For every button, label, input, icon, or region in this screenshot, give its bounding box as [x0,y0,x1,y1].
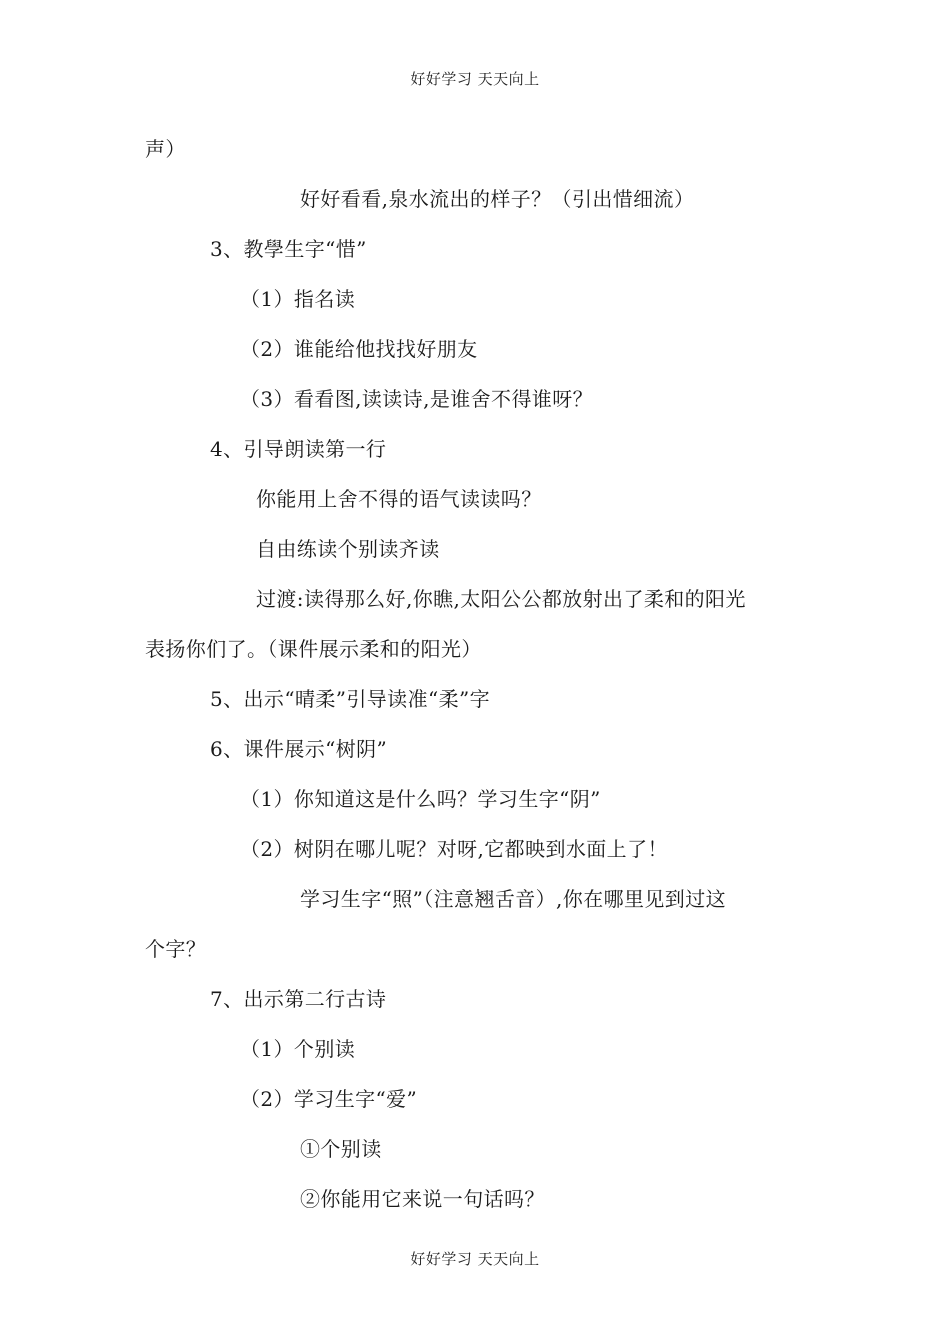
text-line: （1）你知道这是什么吗？学习生字“阴” [240,787,601,811]
text-line: （2）谁能给他找找好朋友 [240,337,478,361]
text-line: ②你能用它来说一句话吗？ [300,1187,545,1211]
text-line: 过渡:读得那么好,你瞧,太阳公公都放射出了柔和的阳光 [256,587,746,611]
text-line: （2）学习生字“爱” [240,1087,418,1111]
text-line: （2）树阴在哪儿呢？对呀,它都映到水面上了！ [240,837,668,861]
text-line: （3）看看图,读读诗,是谁舍不得谁呀？ [240,387,594,411]
text-line: 表扬你们了。（课件展示柔和的阳光） [145,637,482,661]
text-line: 好好看看,泉水流出的样子？（引出惜细流） [300,187,695,211]
text-line: 声） [145,137,186,161]
text-line: 6、课件展示“树阴” [210,737,388,761]
page-header: 好好学习 天天向上 [410,70,540,88]
text-line: 5、出示“晴柔”引导读准“柔”字 [210,687,491,711]
text-line: （1）指名读 [240,287,356,311]
text-line: 7、出示第二行古诗 [210,987,387,1011]
text-line: 3、教學生字“惜” [210,237,367,261]
text-line: 4、引导朗读第一行 [210,437,387,461]
text-line: ①个别读 [300,1137,382,1161]
text-line: 你能用上舍不得的语气读读吗？ [256,487,542,511]
page-footer: 好好学习 天天向上 [410,1250,540,1268]
text-line: （1）个别读 [240,1037,356,1061]
text-line: 学习生字“照”（注意翘舌音）,你在哪里见到过这 [300,887,727,911]
text-line: 个字？ [145,937,207,961]
text-line: 自由练读个别读齐读 [256,537,440,561]
